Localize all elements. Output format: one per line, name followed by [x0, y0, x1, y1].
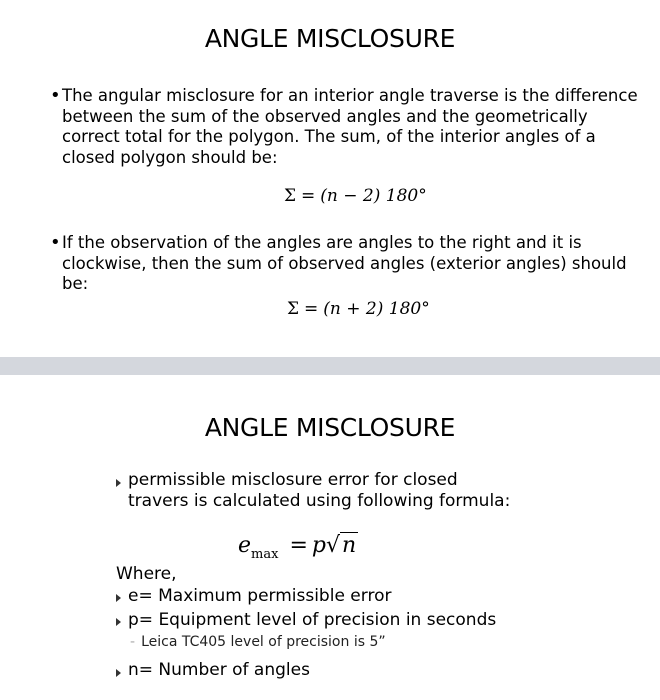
- bullet-interior-angles: [50, 85, 638, 168]
- bullet-exterior-angles: [50, 232, 627, 295]
- intro-line: permissible misclosure error for closed: [128, 470, 458, 490]
- sigma-symbol: Σ: [284, 186, 297, 206]
- bullet-line: If the observation of the angles are angles to the right and it is: [62, 233, 582, 252]
- arrow-bullet-icon: [116, 479, 121, 487]
- arrow-bullet-icon: [116, 618, 121, 626]
- formula-interior-sum: [284, 186, 427, 206]
- slide-1-title: ANGLE MISCLOSURE: [204, 24, 456, 53]
- slide-2: [0, 375, 660, 700]
- sub-note: [130, 634, 386, 650]
- where-label: Where,: [116, 564, 177, 584]
- intro-line: travers is calculated using following formula:: [128, 491, 511, 511]
- bullet-line: The angular misclosure for an interior angle traverse is the difference: [62, 86, 638, 105]
- formula-emax: [238, 533, 358, 562]
- sub-bullet-icon: -: [130, 634, 136, 650]
- formula-n: n: [342, 533, 357, 558]
- formula-e: e: [238, 533, 252, 558]
- definition-n: n= Number of angles: [128, 660, 310, 680]
- bullet-dot-icon: •: [50, 232, 61, 253]
- bullet-line: be:: [62, 274, 89, 293]
- slide-divider: [0, 357, 660, 375]
- slide-2-title: ANGLE MISCLOSURE: [204, 413, 456, 442]
- equals-sign: =: [289, 533, 308, 558]
- formula-exterior-sum: [287, 299, 430, 319]
- equals-sign: =: [304, 299, 319, 319]
- bullet-line: correct total for the polygon. The sum, of the interior angles of a: [62, 127, 596, 146]
- equals-sign: =: [301, 186, 316, 206]
- bullet-line: closed polygon should be:: [62, 147, 278, 167]
- bullet-line: between the sum of the observed angles and the geometrically: [62, 106, 588, 126]
- bullet-dot-icon: •: [50, 85, 61, 106]
- definition-e: e= Maximum permissible error: [128, 586, 392, 606]
- sqrt-icon: √: [325, 533, 341, 558]
- definition-p: p= Equipment level of precision in seconds: [128, 610, 497, 630]
- sub-note-text: Leica TC405 level of precision is 5”: [141, 634, 386, 650]
- arrow-bullet-icon: [116, 594, 121, 602]
- formula-p: p: [311, 533, 326, 558]
- bullet-line: clockwise, then the sum of observed angles (exterior angles) should: [62, 253, 627, 273]
- sigma-symbol: Σ: [287, 299, 300, 319]
- arrow-bullet-icon: [116, 669, 121, 677]
- formula-rhs: (n + 2) 180°: [323, 299, 430, 319]
- formula-rhs: (n − 2) 180°: [320, 186, 427, 206]
- formula-subscript-max: max: [251, 547, 279, 562]
